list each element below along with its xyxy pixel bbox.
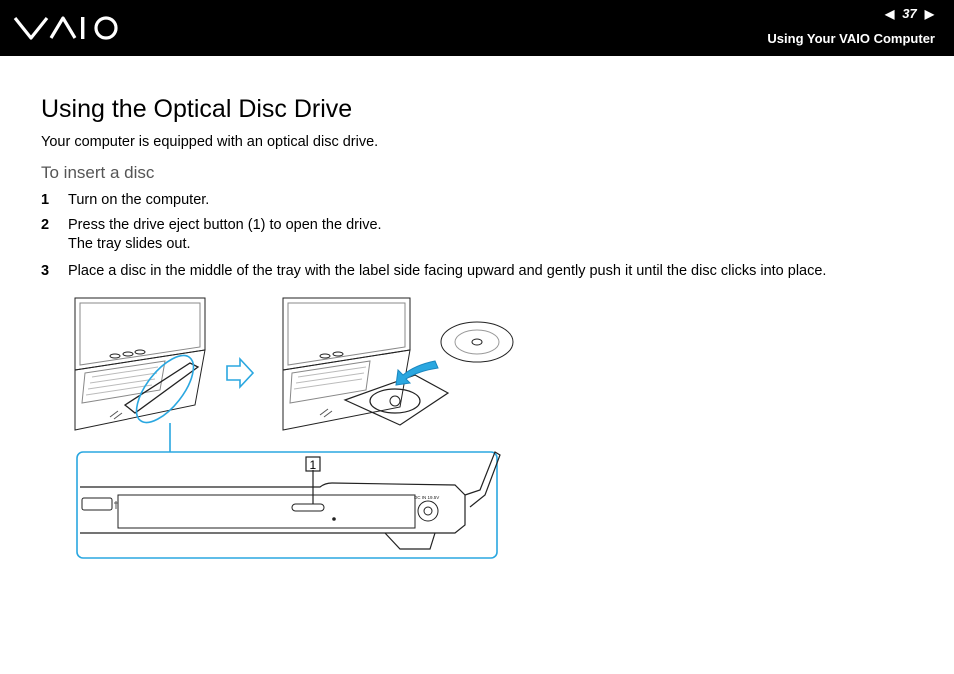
page-navigation bbox=[885, 6, 934, 21]
insert-disc-arrow-icon bbox=[396, 361, 438, 385]
dc-in-label: DC IN 19.5V bbox=[414, 495, 440, 500]
optical-drive-illustration bbox=[70, 295, 530, 565]
usb-icon bbox=[114, 501, 118, 509]
section-title: Using Your VAIO Computer bbox=[767, 31, 935, 46]
dc-in-port bbox=[418, 501, 438, 521]
drive-callout-highlight bbox=[126, 346, 204, 431]
eject-button bbox=[292, 504, 324, 511]
page-title: Using the Optical Disc Drive bbox=[41, 95, 353, 123]
page-number: 37 bbox=[902, 6, 917, 21]
procedure-title: To insert a disc bbox=[41, 163, 155, 182]
step-number: 3 bbox=[41, 263, 50, 279]
drive-closeup-illustration bbox=[80, 452, 500, 549]
step-text-continued: The tray slides out. bbox=[68, 236, 191, 252]
next-page-icon[interactable]: ▶ bbox=[924, 6, 934, 21]
laptop-closed-drive-illustration bbox=[75, 298, 205, 430]
step-text: Place a disc in the middle of the tray with the label side facing upward and gently push it until the disc clicks into place. bbox=[68, 263, 827, 279]
callout-number: 1 bbox=[309, 458, 317, 472]
previous-page-icon[interactable]: ◀ bbox=[885, 6, 895, 21]
step-number: 2 bbox=[41, 217, 50, 233]
vaio-logo bbox=[13, 14, 121, 42]
intro-text: Your computer is equipped with an optical disc drive. bbox=[41, 134, 379, 150]
step-number: 1 bbox=[41, 192, 50, 208]
step-text: Turn on the computer. bbox=[68, 192, 210, 208]
page-header bbox=[0, 0, 954, 56]
disc-illustration bbox=[441, 322, 513, 362]
step-text: Press the drive eject button (1) to open the drive. bbox=[68, 217, 382, 233]
next-step-arrow-icon bbox=[227, 359, 253, 387]
drive-closeup-panel bbox=[77, 452, 497, 558]
